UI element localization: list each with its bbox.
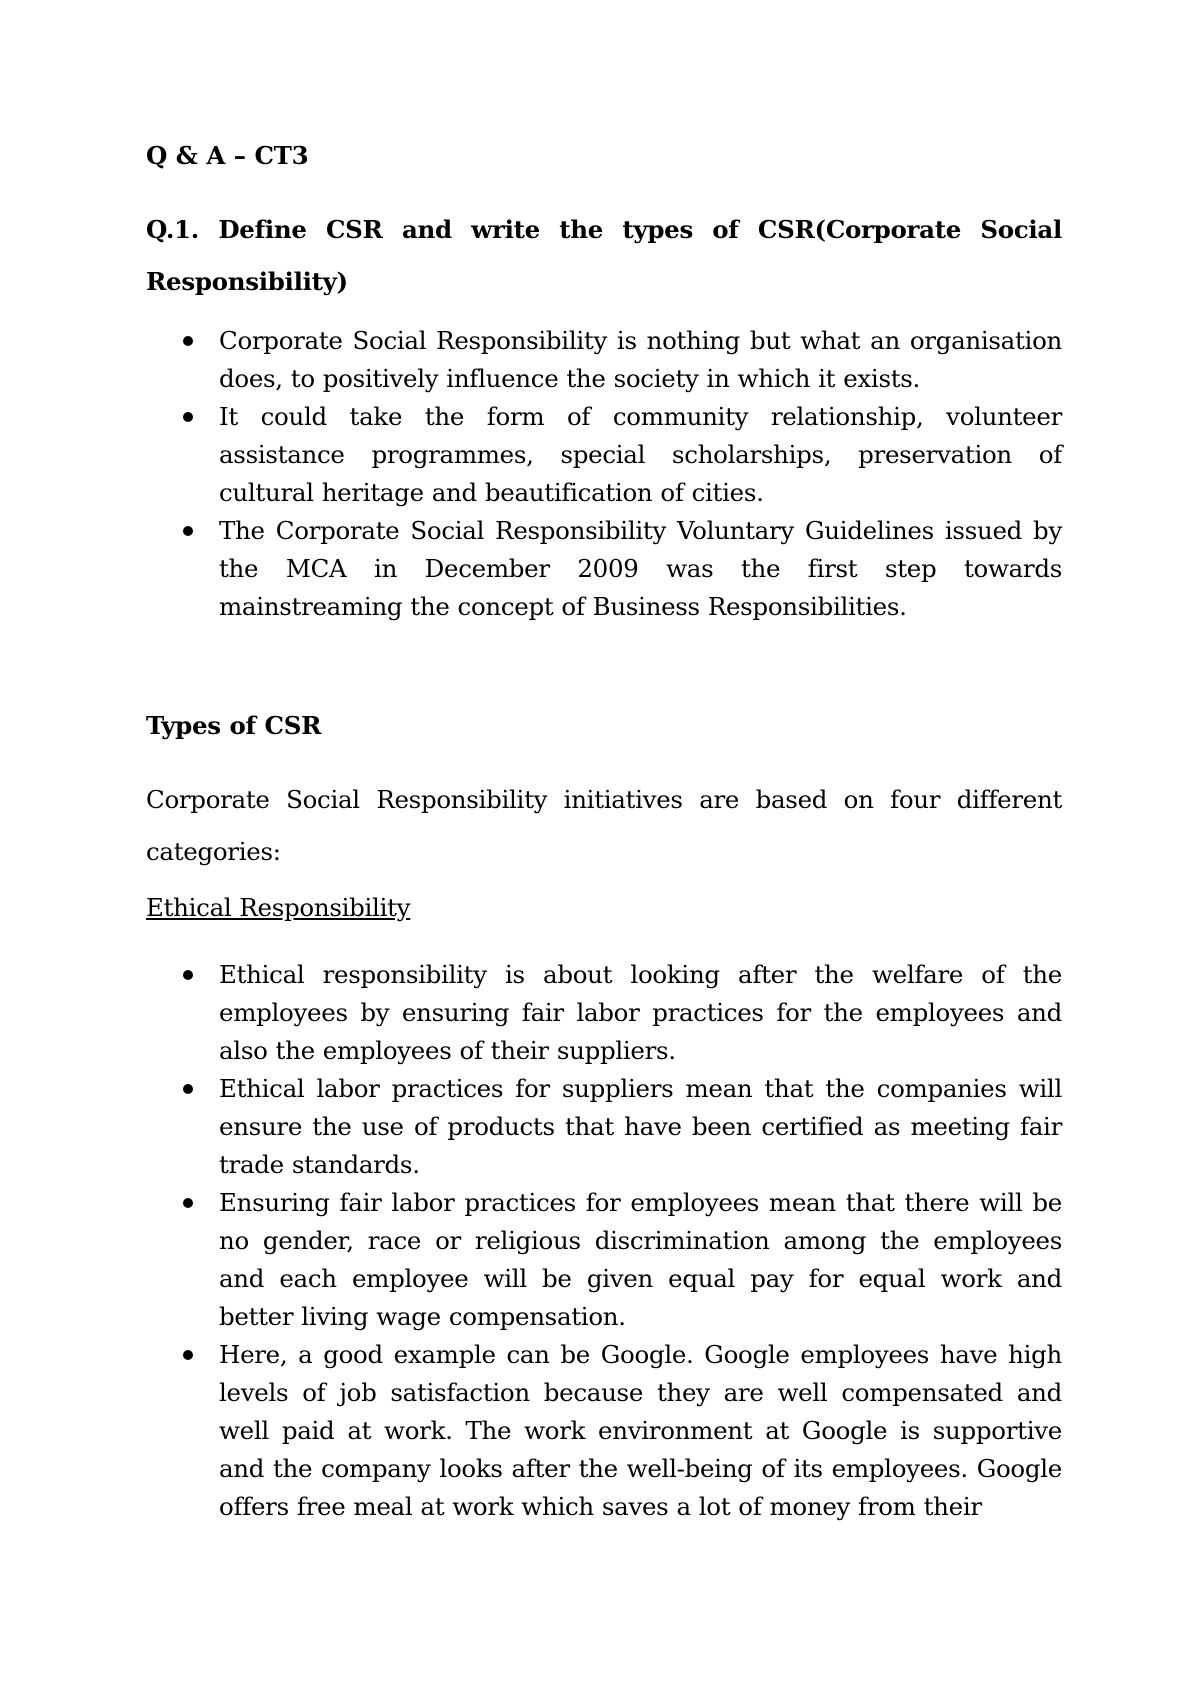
bullet-icon bbox=[183, 336, 193, 346]
list-item bbox=[146, 1336, 1062, 1526]
document-page bbox=[146, 140, 1062, 1526]
list-item-text: Ethical labor practices for suppliers mean that the companies will ensure the use of products that have been certified as meeting fair trade standards. bbox=[219, 1074, 1062, 1179]
bullet-icon bbox=[183, 1198, 193, 1208]
list-item-text: Here, a good example can be Google. Google employees have high levels of job satisfaction because they are well compensated and well paid at work. The work environment at Google is supportive and the company looks after the well-being of its employees. Google offers free meal at work which saves a lot of money from their bbox=[219, 1340, 1062, 1521]
bullet-icon bbox=[183, 970, 193, 980]
list-item bbox=[146, 1070, 1062, 1184]
list-item bbox=[146, 512, 1062, 626]
list-item bbox=[146, 322, 1062, 398]
document-title: Q & A – CT3 bbox=[146, 141, 309, 170]
ethical-bullet-list bbox=[146, 956, 1062, 1526]
bullet-icon bbox=[183, 412, 193, 422]
types-heading: Types of CSR bbox=[146, 711, 322, 740]
bullet-icon bbox=[183, 1350, 193, 1360]
intro-bullet-list bbox=[146, 322, 1062, 626]
list-item-text: Corporate Social Responsibility is nothing but what an organisation does, to positively influence the society in which it exists. bbox=[219, 326, 1062, 393]
question-heading: Q.1. Define CSR and write the types of CSR(Corporate Social Responsibility) bbox=[146, 215, 1062, 296]
list-item bbox=[146, 1184, 1062, 1336]
list-item-text: Ethical responsibility is about looking after the welfare of the employees by ensuring fair labor practices for the employees and also the employees of their suppliers. bbox=[219, 960, 1062, 1065]
bullet-icon bbox=[183, 526, 193, 536]
list-item bbox=[146, 956, 1062, 1070]
list-item-text: The Corporate Social Responsibility Voluntary Guidelines issued by the MCA in December 2009 was the first step towards mainstreaming the concept of Business Responsibilities. bbox=[219, 516, 1062, 621]
ethical-heading: Ethical Responsibility bbox=[146, 893, 411, 922]
types-intro-paragraph: Corporate Social Responsibility initiatives are based on four different categories: bbox=[146, 785, 1062, 866]
bullet-icon bbox=[183, 1084, 193, 1094]
list-item bbox=[146, 398, 1062, 512]
section-spacer bbox=[146, 626, 1062, 710]
list-item-text: It could take the form of community relationship, volunteer assistance programmes, special scholarships, preservation of cultural heritage and beautification of cities. bbox=[219, 402, 1062, 507]
list-item-text: Ensuring fair labor practices for employees mean that there will be no gender, race or religious discrimination among the employees and each employee will be given equal pay for equal work and better living wage compensation. bbox=[219, 1188, 1062, 1331]
